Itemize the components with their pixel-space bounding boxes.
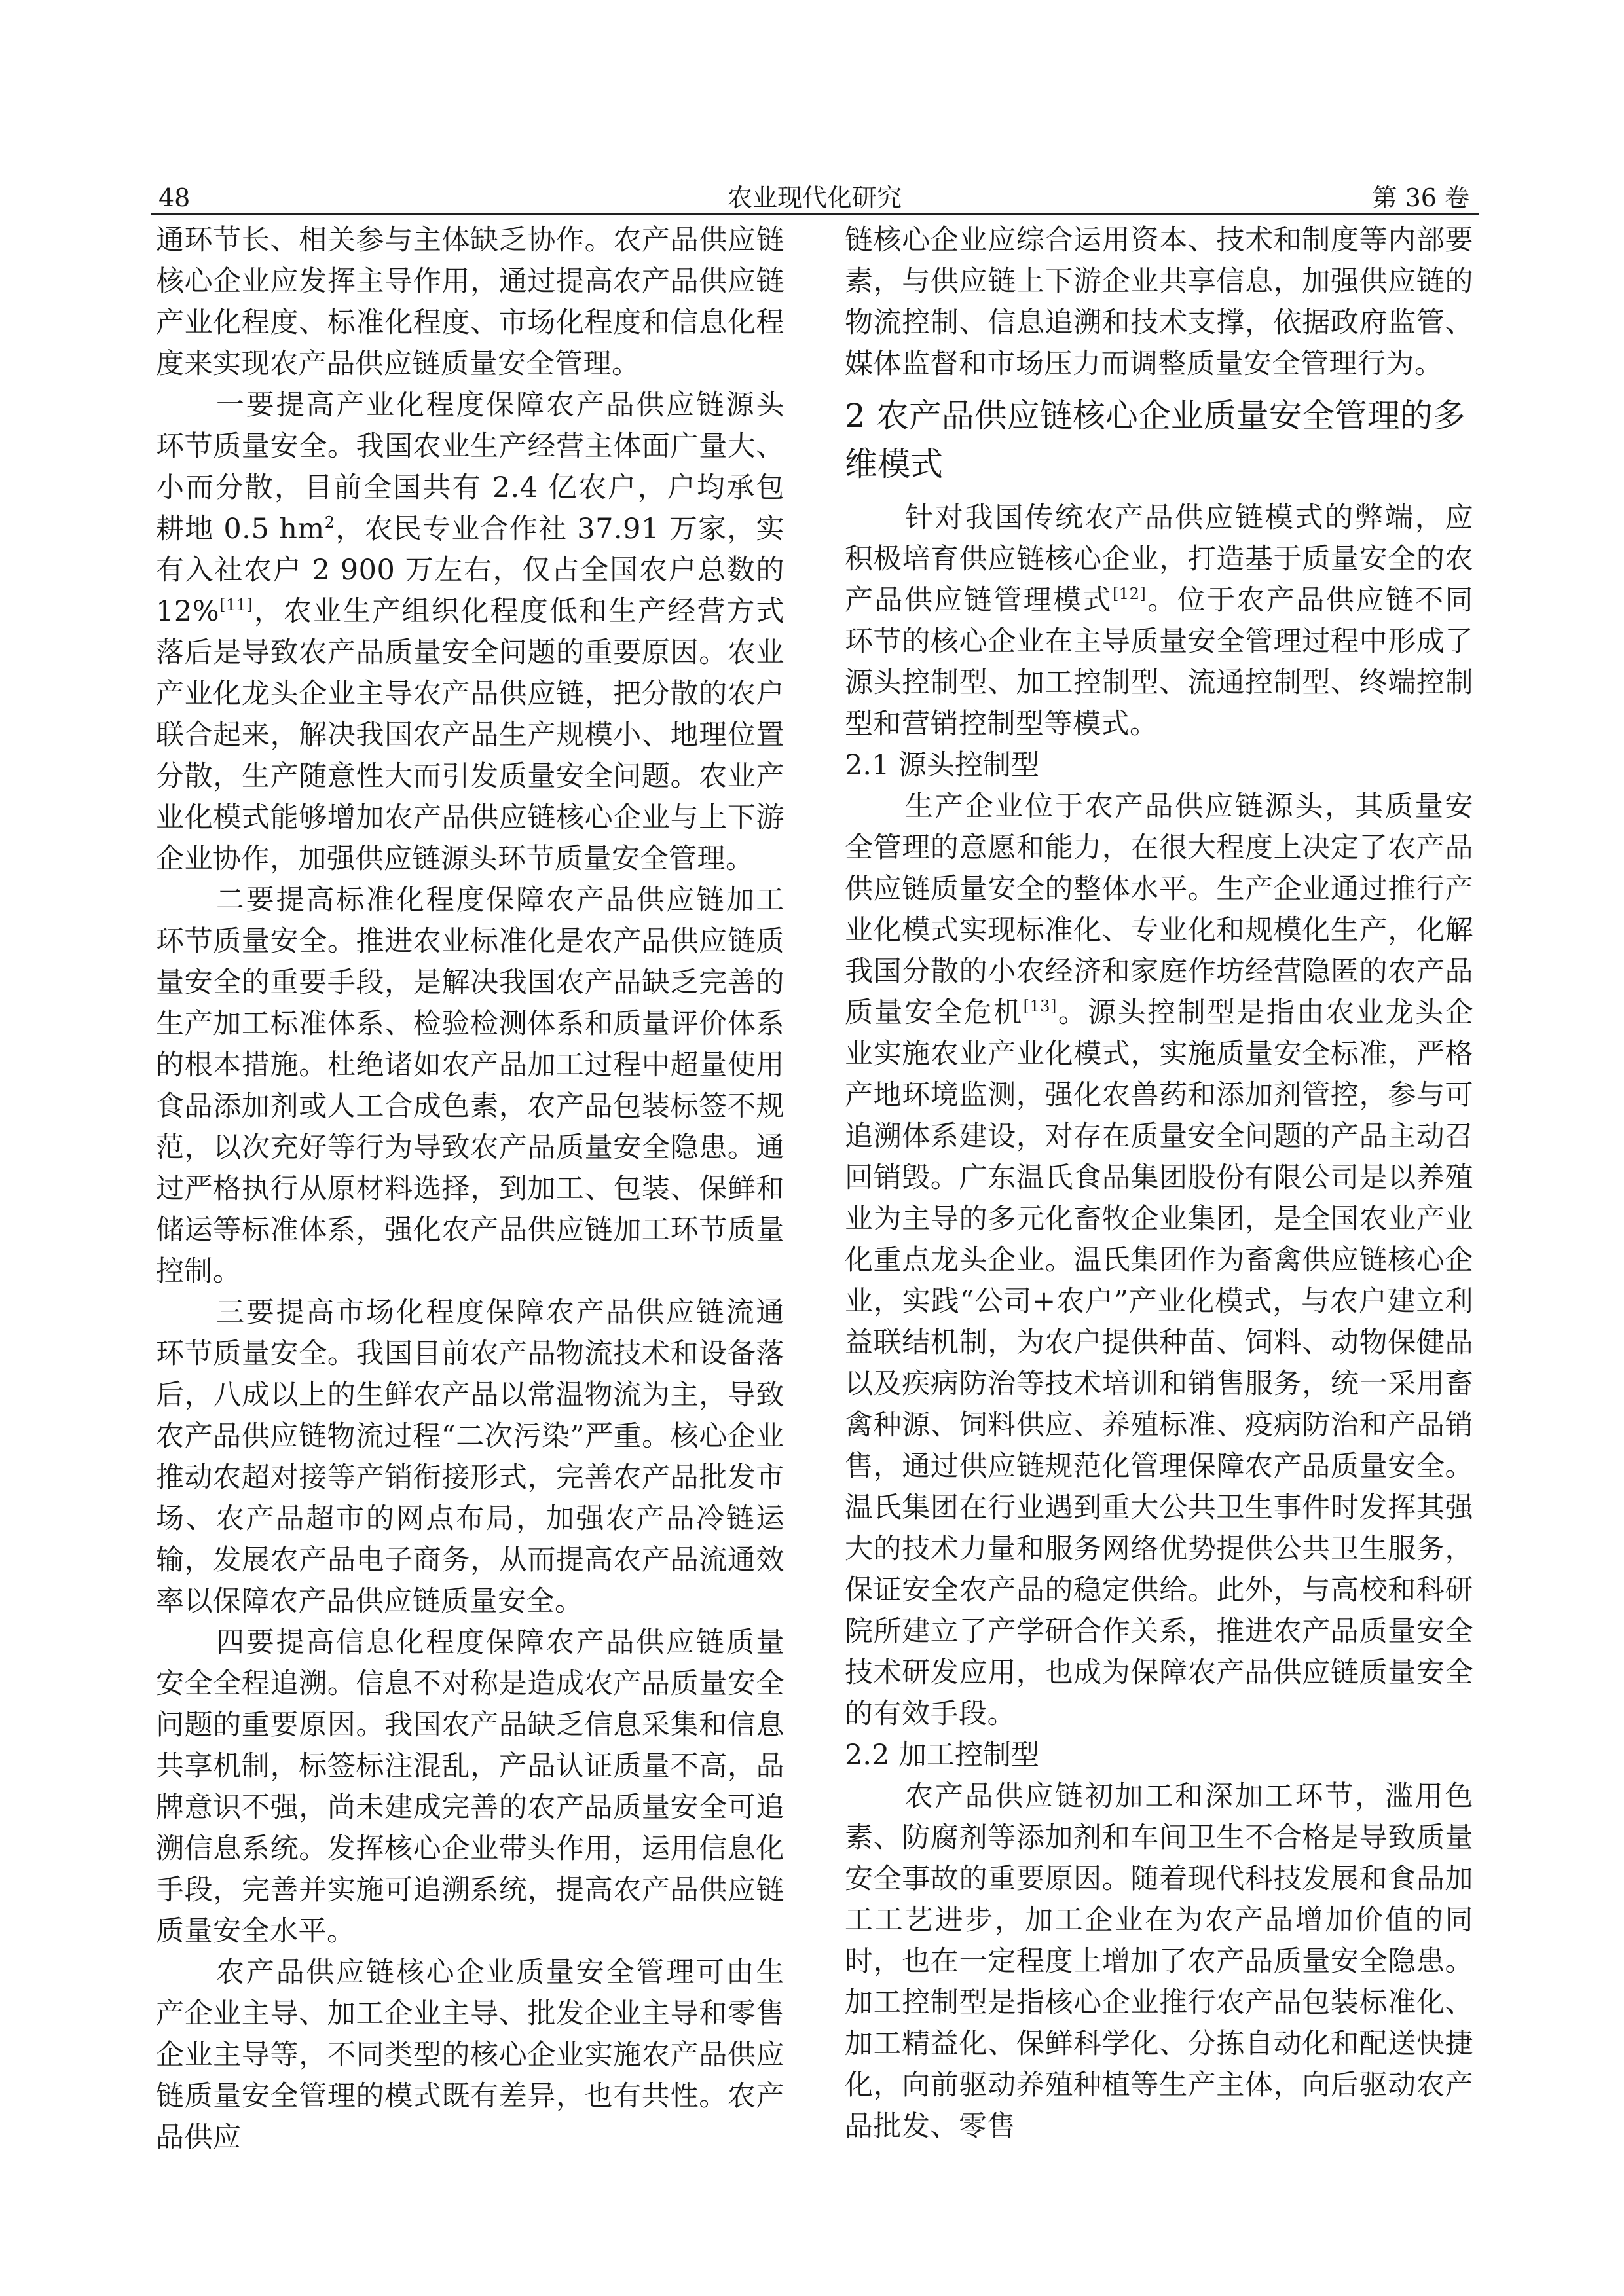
right-column <box>845 220 1473 2147</box>
journal-title: 农业现代化研究 <box>727 183 902 212</box>
left-column <box>156 220 784 2159</box>
text-run: 一要提高产业化程度保障农产品供应链源头环节质量安全。我国农业生产经营主体面广量大、小而分散，目前全国共有 2.4 亿农户，户均承包耕地 0.5 hm <box>156 389 784 545</box>
text-run: 生产企业位于农产品供应链源头，其质量安全管理的意愿和能力，在很大程度上决定了农产品供应链质量安全的整体水平。生产企业通过推行产业化模式实现标准化、专业化和规模化生产，化解我国分散的小农经济和家庭作坊经营隐匿的农产品质量安全危机 <box>845 790 1473 1029</box>
text-run: 。位于农产品供应链不同环节的核心企业在主导质量安全管理过程中形成了源头控制型、加工控制型、流通控制型、终端控制型和营销控制型等模式。 <box>845 584 1474 740</box>
text-run: 。源头控制型是指由农业龙头企业实施农业产业化模式，实施质量安全标准，严格产地环境监测，强化农兽药和添加剂管控，参与可追溯体系建设，对存在质量安全问题的产品主动召回销毁。广东温氏食品集团股份有限公司是以养殖业为主导的多元化畜牧企业集团，是全国农业产业化重点龙头企业。温氏集团作为畜禽供应链核心企业，实践“公司+农户”产业化模式，与农户建立利益联结机制，为农户提供种苗、饲料、动物保健品以及疾病防治等技术培训和销售服务，统一采用畜禽种源、饲料供应、养殖标准、疫病防治和产品销售，通过供应链规范化管理保障农产品质量安全。温氏集团在行业遇到重大公共卫生事件时发挥其强大的技术力量和服务网络优势提供公共卫生服务，保证安全农产品的稳定供给。此外，与高校和科研院所建立了产学研合作关系，推进农产品质量安全技术研发应用，也成为保障农产品供应链质量安全的有效手段。 <box>845 996 1474 1730</box>
volume-label: 第 36 卷 <box>1372 183 1469 212</box>
paragraph <box>845 786 1473 1735</box>
paragraph: 三要提高市场化程度保障农产品供应链流通环节质量安全。我国目前农产品物流技术和设备落后，八成以上的生鲜农产品以常温物流为主，导致农产品供应链物流过程“二次污染”严重。核心企业推动农超对接等产销衔接形式，完善农产品批发市场、农产品超市的网点布局，加强农产品冷链运输，发展农产品电子商务，从而提高农产品流通效率以保障农产品供应链质量安全。 <box>156 1296 784 1618</box>
citation-ref: [11] <box>219 596 253 614</box>
header-rule <box>151 213 1479 215</box>
paragraph: 四要提高信息化程度保障农产品供应链质量安全全程追溯。信息不对称是造成农产品质量安全问题的重要原因。我国农产品缺乏信息采集和信息共享机制，标签标注混乱，产品认证质量不高，品牌意识不强，尚未建成完善的农产品质量安全可追溯信息系统。发挥核心企业带头作用，运用信息化手段，完善并实施可追溯系统，提高农产品供应链质量安全水平。 <box>156 1626 784 1948</box>
section-heading: 2 农产品供应链核心企业质量安全管理的多维模式 <box>845 397 1466 483</box>
page-number: 48 <box>158 183 191 212</box>
subsection-heading: 2.1 源头控制型 <box>845 749 1040 782</box>
running-header <box>151 179 1479 216</box>
paragraph: 二要提高标准化程度保障农产品供应链加工环节质量安全。推进农业标准化是农产品供应链质量安全的重要手段，是解决我国农产品缺乏完善的生产加工标准体系、检验检测体系和质量评价体系的根本措施。杜绝诸如农产品加工过程中超量使用食品添加剂或人工合成色素，农产品包装标签不规范，以次充好等行为导致农产品质量安全隐患。通过严格执行从原材料选择，到加工、包装、保鲜和储运等标准体系，强化农产品供应链加工环节质量控制。 <box>156 884 784 1288</box>
paragraph <box>845 498 1473 745</box>
text-run: ，农民专业合作社 37.91 万家，实有入社农户 2 900 万左右，仅占全国农户总数的 12% <box>156 513 784 628</box>
citation-ref: [12] <box>1112 585 1147 603</box>
citation-ref: [13] <box>1023 997 1057 1015</box>
paragraph <box>156 385 784 880</box>
paragraph: 农产品供应链初加工和深加工环节，滥用色素、防腐剂等添加剂和车间卫生不合格是导致质量安全事故的重要原因。随着现代科技发展和食品加工工艺进步，加工企业在为农产品增加价值的同时，也在一定程度上增加了农产品质量安全隐患。加工控制型是指核心企业推行农产品包装标准化、加工精益化、保鲜科学化、分拣自动化和配送快捷化，向前驱动养殖种植等生产主体，向后驱动农产品批发、零售 <box>845 1780 1473 2143</box>
text-run: ，农业生产组织化程度低和生产经营方式落后是导致农产品质量安全问题的重要原因。农业产业化龙头企业主导农产品供应链，把分散的农户联合起来，解决我国农产品生产规模小、地理位置分散，生产随意性大而引发质量安全问题。农业产业化模式能够增加农产品供应链核心企业与上下游企业协作，加强供应链源头环节质量安全管理。 <box>156 595 784 875</box>
paragraph: 农产品供应链核心企业质量安全管理可由生产企业主导、加工企业主导、批发企业主导和零售企业主导等，不同类型的核心企业实施农产品供应链质量安全管理的模式既有差异，也有共性。农产品供应 <box>156 1956 784 2154</box>
subsection-heading: 2.2 加工控制型 <box>845 1739 1040 1772</box>
paragraph: 链核心企业应综合运用资本、技术和制度等内部要素，与供应链上下游企业共享信息，加强供应链的物流控制、信息追溯和技术支撑，依据政府监管、媒体监督和市场压力而调整质量安全管理行为。 <box>845 224 1473 380</box>
text-run: 针对我国传统农产品供应链模式的弊端，应积极培育供应链核心企业，打造基于质量安全的农产品供应链管理模式 <box>845 501 1473 617</box>
superscript: 2 <box>324 513 335 532</box>
paragraph: 通环节长、相关参与主体缺乏协作。农产品供应链核心企业应发挥主导作用，通过提高农产品供应链产业化程度、标准化程度、市场化程度和信息化程度来实现农产品供应链质量安全管理。 <box>156 224 784 380</box>
